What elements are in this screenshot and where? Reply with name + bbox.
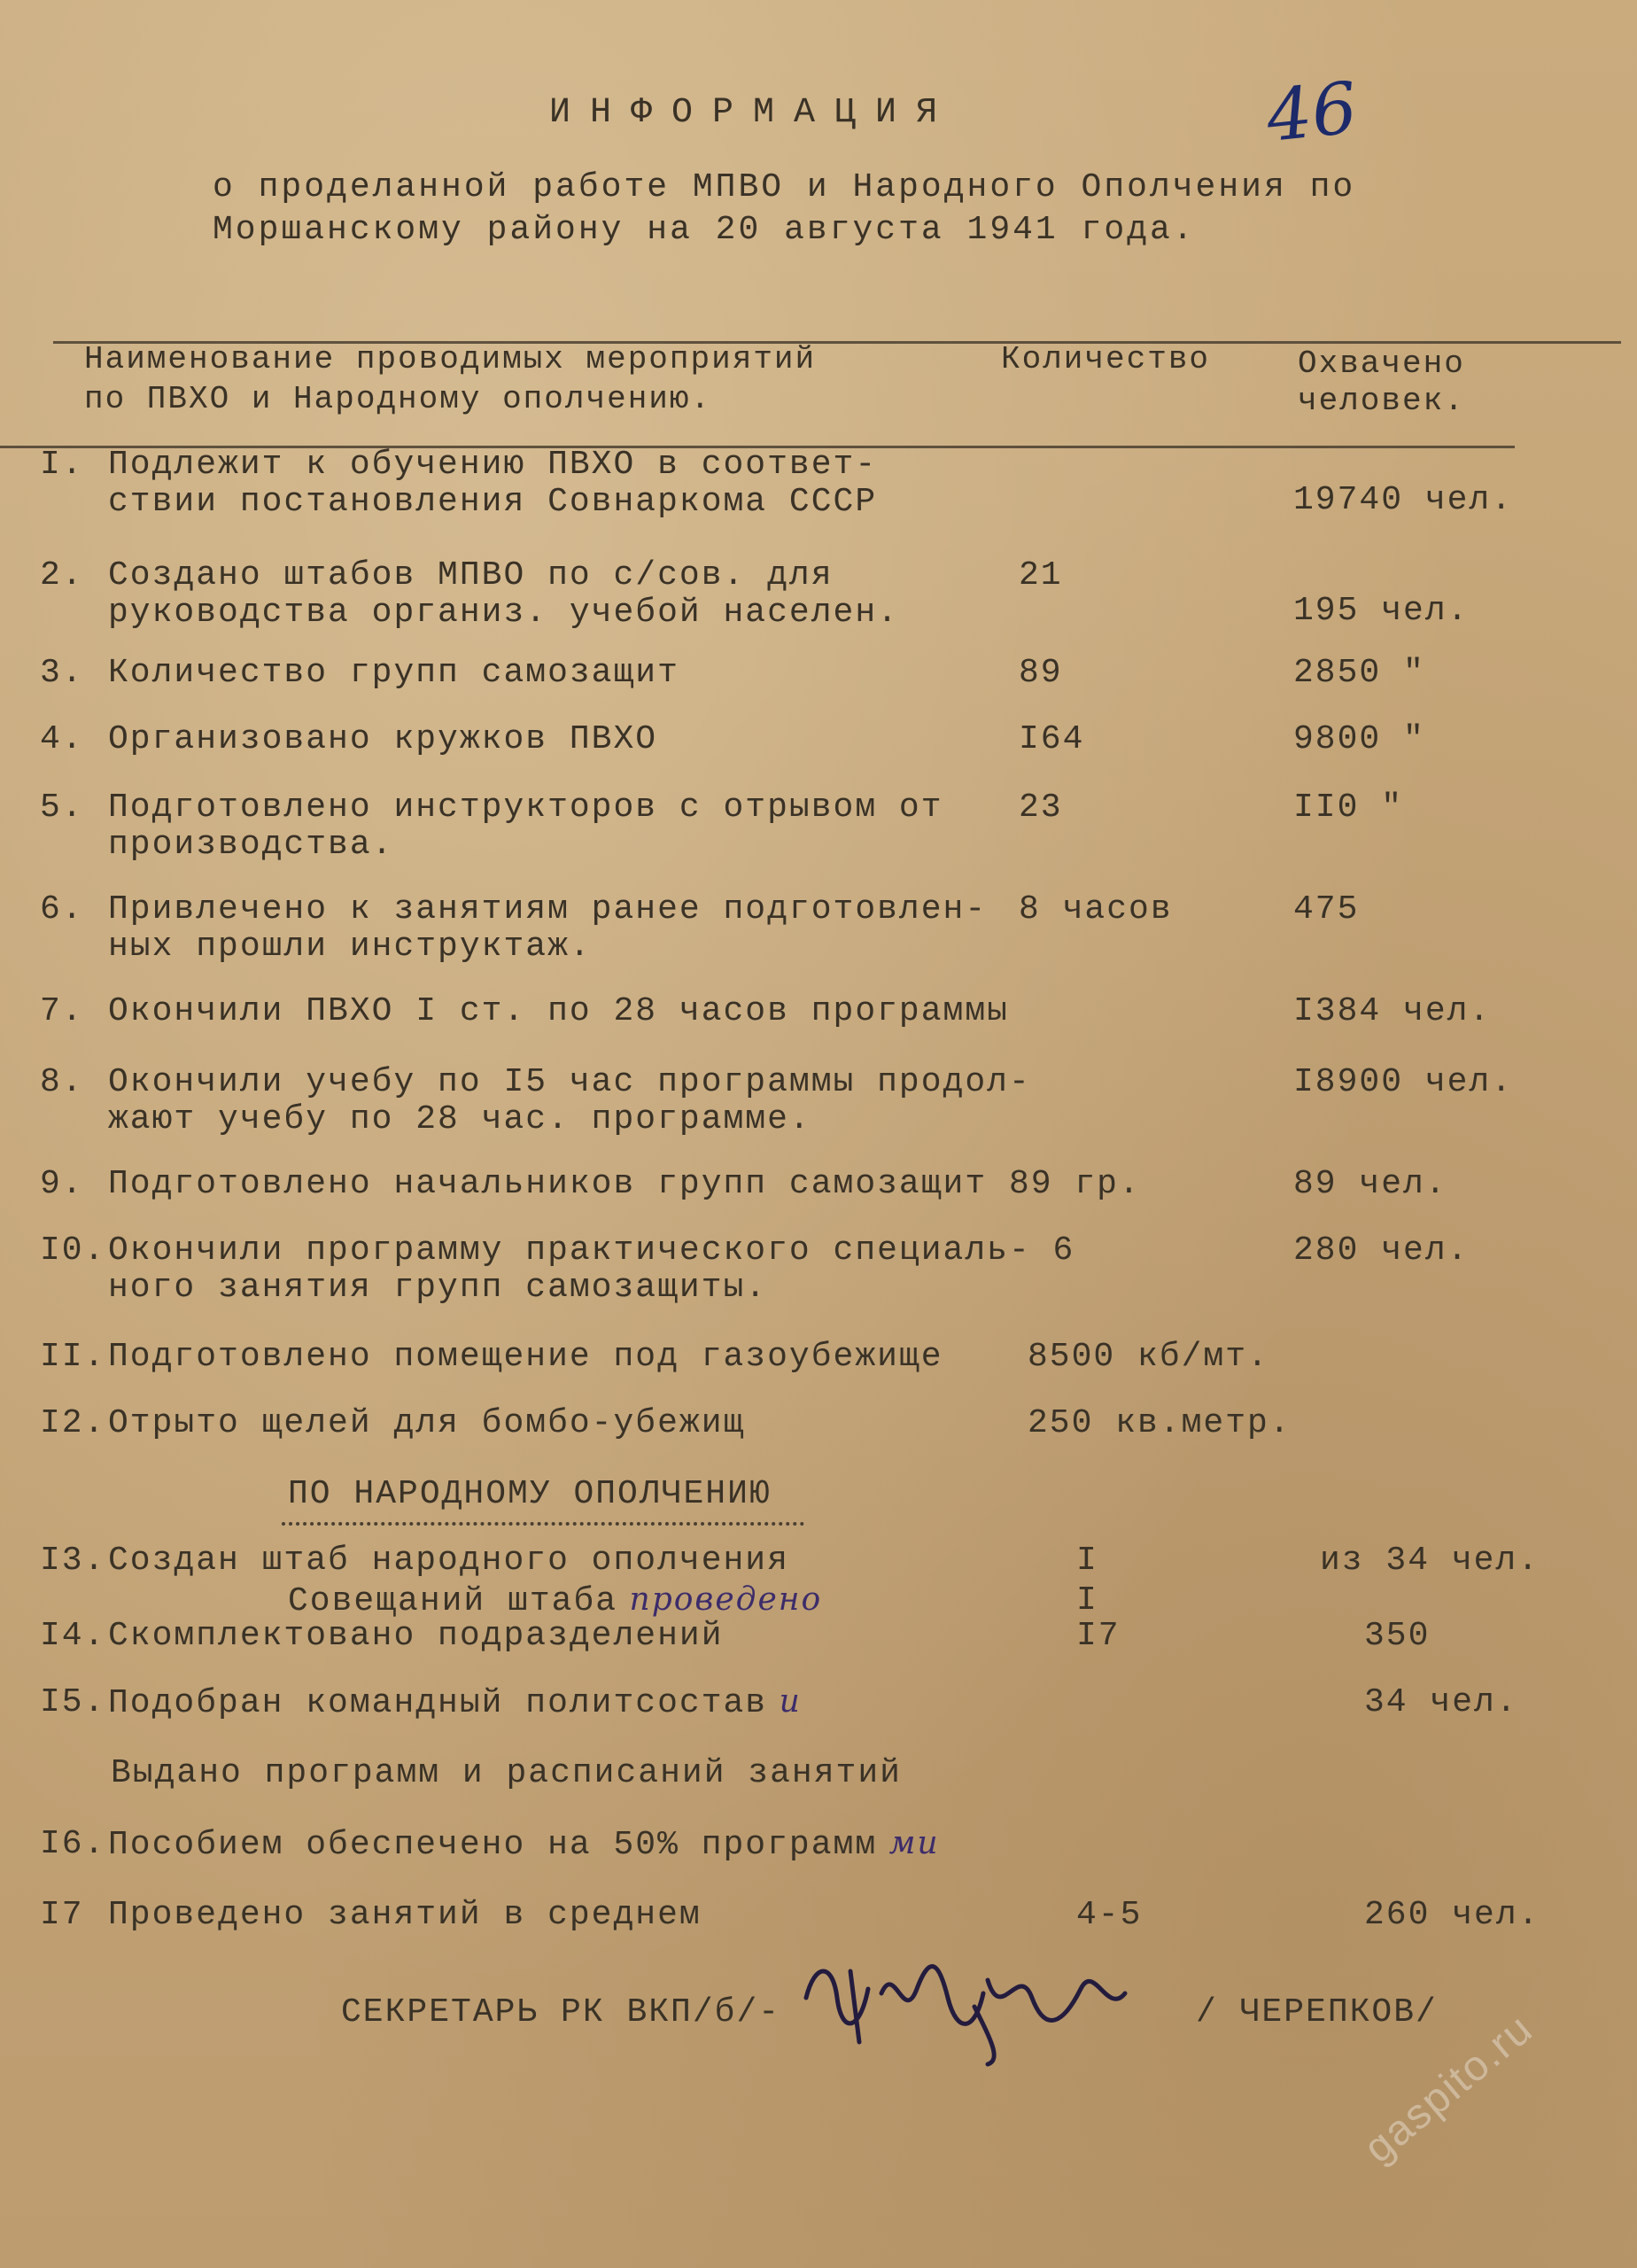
row-quantity: 23 (1019, 788, 1063, 827)
row-quantity: 89 (1019, 654, 1063, 692)
header-col3-line2: человек. (1298, 383, 1465, 419)
militia-row-quantity: I (1076, 1581, 1098, 1619)
row-number: 7. (40, 992, 84, 1030)
row-text: Окончили программу практического специаль- 6 (108, 1231, 1075, 1270)
signature-name: / ЧЕРЕПКОВ/ (1196, 1993, 1438, 2031)
row-text: ных прошли инструктаж. (108, 928, 592, 966)
header-col3-line1: Охвачено (1298, 346, 1465, 382)
row-number: I. (40, 446, 84, 484)
row-people: 280 чел. (1293, 1231, 1470, 1270)
watermark: gaspito.ru (1354, 2005, 1542, 2172)
row-quantity: 8500 кб/мт. (1028, 1338, 1269, 1376)
militia-row-people: 350 (1364, 1617, 1431, 1655)
row-number: 6. (40, 890, 84, 928)
militia-row-number: I5. (40, 1683, 106, 1721)
page-number: 46 (1262, 66, 1362, 159)
militia-row-quantity: 4-5 (1076, 1896, 1143, 1934)
militia-row-text: Выдано программ и расписаний занятий (111, 1754, 902, 1792)
row-people: II0 " (1293, 788, 1404, 827)
row-people: I384 чел. (1293, 992, 1492, 1030)
row-people: 2850 " (1293, 654, 1425, 692)
row-text: Подлежит к обучению ПВХО в соответ- (108, 446, 878, 484)
row-number: 8. (40, 1063, 84, 1101)
row-quantity: 21 (1019, 556, 1063, 594)
militia-row-text: Проведено занятий в среднем (108, 1896, 702, 1934)
row-quantity: 250 кв.метр. (1028, 1404, 1292, 1442)
document-title: ИНФОРМАЦИЯ (549, 93, 958, 133)
row-quantity: 8 часов (1019, 890, 1173, 928)
subtitle-line-1: о проделанной работе МПВО и Народного Ополчения по (213, 168, 1356, 206)
militia-row-number: I6. (40, 1825, 106, 1863)
militia-row-text: Пособием обеспечено на 50% программ ми (108, 1825, 940, 1864)
row-number: I0. (40, 1231, 106, 1270)
header-col1-line2: по ПВХО и Народному ополчению. (84, 381, 712, 417)
militia-row-number: I4. (40, 1617, 106, 1655)
row-text: Привлечено к занятиям ранее подготовлен- (108, 890, 988, 928)
row-text: жают учебу по 28 час. программе. (108, 1100, 811, 1138)
militia-row-people: 260 чел. (1364, 1896, 1540, 1934)
row-text: Окончили ПВХО I ст. по 28 часов программы (108, 992, 1009, 1030)
row-people: 195 чел. (1293, 592, 1470, 630)
militia-row-number: I7 (40, 1896, 84, 1934)
header-col2: Количество (1001, 341, 1211, 377)
militia-row-text: Подобран командный политсостав и (108, 1683, 802, 1722)
row-people: 89 чел. (1293, 1165, 1447, 1203)
militia-row-number: I3. (40, 1542, 106, 1580)
row-text: Подготовлено начальников групп самозащит 89 гр. (108, 1165, 1141, 1203)
handwritten-note: ми (877, 1825, 940, 1861)
militia-row-quantity: I (1076, 1542, 1098, 1580)
row-text: ного занятия групп самозащиты. (108, 1269, 768, 1307)
subtitle-line-2: Моршанскому району на 20 августа 1941 года. (213, 211, 1196, 249)
row-number: 5. (40, 788, 84, 827)
header-col1-line1: Наименование проводимых мероприятий (84, 341, 817, 377)
row-number: I2. (40, 1404, 106, 1442)
militia-row-people: 34 чел. (1364, 1683, 1518, 1721)
row-text: Создано штабов МПВО по с/сов. для (108, 556, 834, 594)
row-people: 9800 " (1293, 720, 1425, 758)
row-text: Окончили учебу по I5 час программы продол- (108, 1063, 1031, 1101)
row-number: 2. (40, 556, 84, 594)
militia-row-text: Скомплектовано подразделений (108, 1617, 724, 1655)
handwritten-note: проведено (617, 1581, 823, 1618)
handwritten-signature (797, 1945, 1143, 2069)
row-text: Подготовлено инструкторов с отрывом от (108, 788, 943, 827)
row-quantity: I64 (1019, 720, 1085, 758)
row-number: 4. (40, 720, 84, 758)
row-text: руководства организ. учебой населен. (108, 594, 899, 632)
section-underline (282, 1522, 804, 1526)
militia-row-text: Совещаний штаба проведено (288, 1581, 823, 1620)
row-text: Организовано кружков ПВХО (108, 720, 658, 758)
row-text: Подготовлено помещение под газоубежище (108, 1338, 943, 1376)
handwritten-note: и (767, 1683, 802, 1720)
row-people: I8900 чел. (1293, 1063, 1514, 1101)
militia-row-text: Создан штаб народного ополчения (108, 1542, 789, 1580)
militia-row-people: из 34 чел. (1320, 1542, 1540, 1580)
signature-role: СЕКРЕТАРЬ РК ВКП/б/- (341, 1993, 781, 2031)
row-number: 3. (40, 654, 84, 692)
row-number: 9. (40, 1165, 84, 1203)
row-text: ствии постановления Совнаркома СССР (108, 483, 878, 521)
row-text: Отрыто щелей для бомбо-убежищ (108, 1404, 746, 1442)
row-people: 475 (1293, 890, 1360, 928)
row-text: Количество групп самозащит (108, 654, 679, 692)
row-people: 19740 чел. (1293, 481, 1514, 519)
row-number: II. (40, 1338, 106, 1376)
section-title: ПО НАРОДНОМУ ОПОЛЧЕНИЮ (288, 1475, 772, 1513)
militia-row-quantity: I7 (1076, 1617, 1121, 1655)
row-text: производства. (108, 826, 394, 864)
